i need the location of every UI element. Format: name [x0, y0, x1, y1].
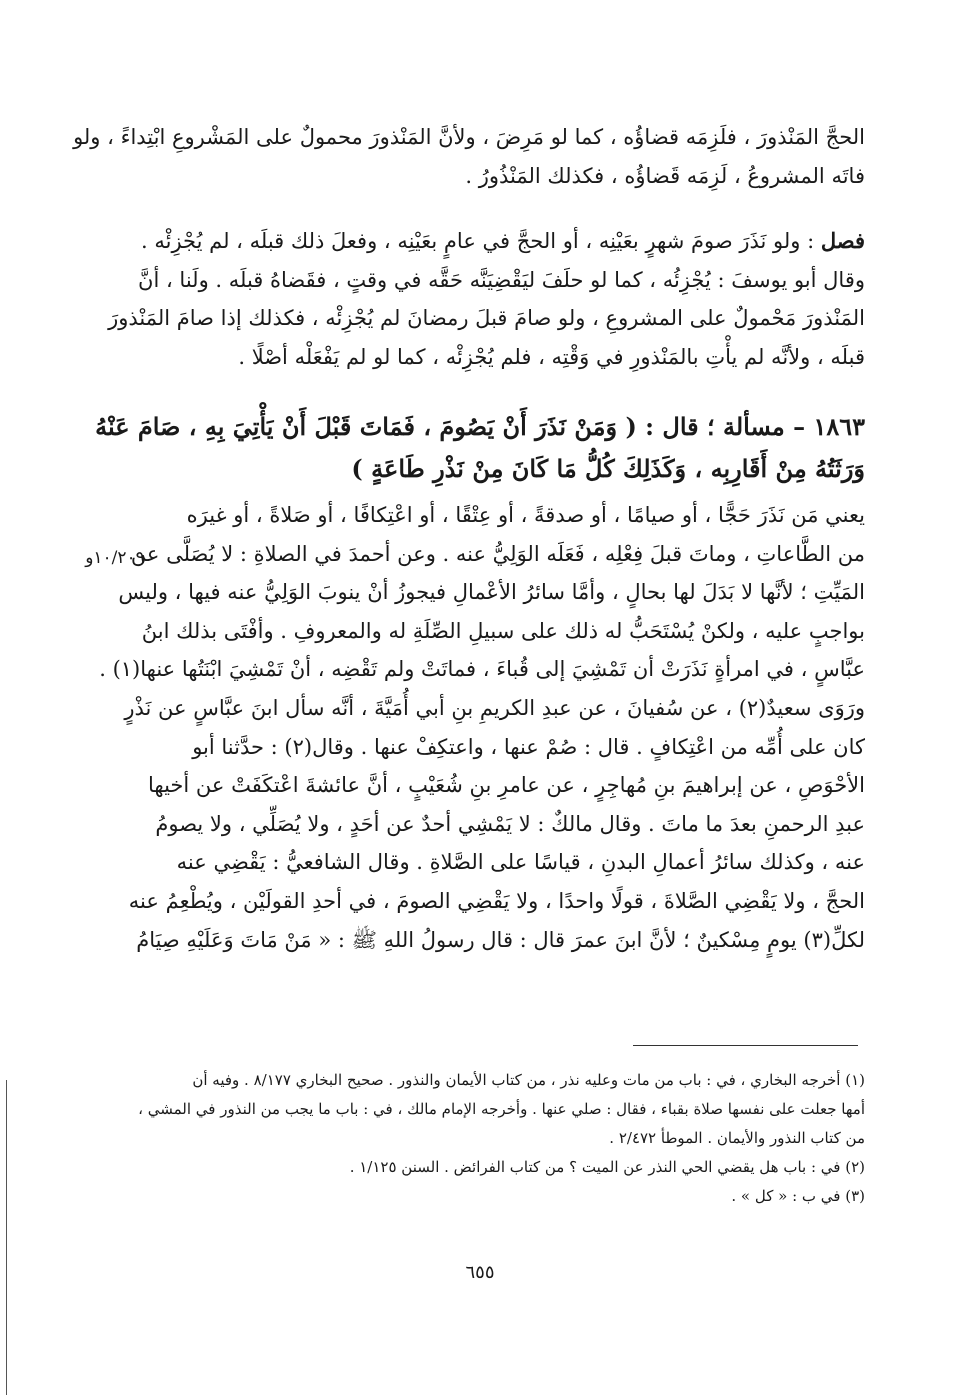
footnote-line: (١) أخرجه البخاري ، في : باب من مات وعليه نذر ، من كتاب الأيمان والنذور . صحيح البخاري ٨/١٧٧ . وفيه أن	[192, 1071, 865, 1089]
text-line: كان على أُمِّه من اعْتِكافٍ . قال : صُمْ عنها ، واعتكِفْ عنها . وقال(٢) : حدَّثنا أبو	[192, 734, 865, 759]
text-span: : ولو نَذَرَ صومَ شهرٍ بعَيْنِه ، أو الحجَّ في عامٍ بعَيْنِه ، وفعلَ ذلك قبلَه ، لم يُجْزِئْه .	[140, 229, 821, 253]
text-line: عنه ، وكذلك سائرُ أعمالِ البدنِ ، قياسًا على الصَّلاةِ . وقال الشافعيُّ : يَقْضِي عنه	[176, 850, 865, 875]
text-line: عبَّاسٍ ، في امرأةٍ نَذَرَتْ أن تَمْشِيَ إلى قُباءَ ، فماتَتْ ولم تَقْضِه ، أنْ تَمْشِيَ ابْنَتُها عنها(١) .	[99, 657, 865, 682]
heading-text: – مسألة ؛ قال : ( وَمَنْ نَذَرَ أَنْ يَصُومَ ، فَمَاتَ قَبْلَ أَنْ يَأْتِيَ بِهِ ، صَامَ عَنْهُ	[95, 412, 814, 441]
text-line: عبدِ الرحمنِ بعدَ ما ماتَ . وقال مالكٌ : لا يَمْشِي أحدٌ عن أحَدٍ ، ولا يُصَلِّي ، ولا يصومُ	[155, 811, 865, 836]
section-label-fasl: فصل	[820, 228, 865, 253]
text-line: قبلَه ، ولأنَّه لم يأْتِ بالمَنْذورِ في وَقْتِه ، فلم يُجْزِئْه ، كما لو لم يَفْعَلْه أصْلًا .	[238, 344, 865, 369]
text-line: ورَوَى سعيدٌ(٢) ، عن سُفيانَ ، عن عبدِ الكريمِ بنِ أبي أُمَيَّةَ ، أنَّه سأل ابنَ عبَّاسٍ عن نَذْرٍ	[124, 695, 865, 720]
text-line: فاتَه المشروعُ ، لَزِمَه قَضاؤُه ، فكذلك المَنْذُورُ .	[465, 163, 865, 188]
paragraph-continuation	[73, 118, 865, 195]
page-number: ٦٥٥	[465, 1262, 495, 1283]
text-line	[140, 222, 865, 261]
masala-number: ١٨٦٣	[813, 412, 865, 441]
text-line: الأحْوَصِ ، عن إبراهيمَ بنِ مُهاجِرٍ ، عن عامرِ بنِ شُعَيْبٍ ، أنَّ عائشةَ اعْتكَفَتْ عن أخيها	[147, 773, 865, 798]
scan-edge-line	[6, 1080, 7, 1395]
footnote-line: من كتاب النذور والأيمان . الموطأ ٢/٤٧٢ .	[609, 1129, 865, 1147]
text-line: بواجبٍ عليه ، ولكنْ يُسْتَحَبُّ له ذلك على سبيلِ الصِّلَةِ له والمعروفِ . وأفْتَى بذلك ابنُ	[141, 618, 865, 643]
text-line: الحجَّ المَنْذورَ ، فلَزِمَه قضاؤُه ، كما لو مَرِضَ ، ولأنَّ المَنْذورَ محمولٌ على المَشْروعِ ابْتِداءً ، ولو	[73, 125, 865, 149]
manuscript-folio-note: ١٠/٢٠٩و	[85, 548, 145, 568]
text-line: لكلِّ(٣) يومٍ مِسْكينٌ ؛ لأنَّ ابنَ عمرَ قال : قال رسولُ اللهِ ﷺ : « مَنْ مَاتَ وَعَلَيْهِ صِيَامُ	[136, 927, 865, 952]
masala-heading	[95, 406, 865, 490]
text-line: المَيِّتِ ؛ لأنَّها لا بَدَلَ لها بحالٍ ، وأمَّا سائرُ الأعْمالِ فيجوزُ أنْ ينوبَ الوَلِيُّ عنه فيها ، وليس	[118, 580, 865, 605]
footnote-divider	[633, 1045, 858, 1046]
heading-line: وَرَثَتُهُ مِنْ أَقَارِبِه ، وَكَذَلِكَ كُلُّ مَا كَانَ مِنْ نَذْرِ طَاعَةٍ )	[351, 454, 865, 483]
footnote-line: (٢) في : باب هل يقضي الحي النذر عن الميت ؟ من كتاب الفرائض . السنن ١/١٢٥ .	[349, 1158, 865, 1176]
text-line: المَنْذورَ مَحْمولٌ على المشروعِ ، ولو صامَ قبلَ رمضانَ لم يُجْزِئْه ، فكذلك إذا صامَ المَنْذورَ	[108, 306, 865, 331]
footnote-line: (٣) في ب : « كل » .	[731, 1187, 865, 1205]
footnotes	[138, 1066, 865, 1211]
text-line: من الطَّاعاتِ ، وماتَ قبلَ فِعْلِه ، فَعَلَه الوَلِيُّ عنه . وعن أحمدَ في الصلاةِ : لا يُصَلَّى عن	[130, 541, 865, 566]
footnote-line: أمها جعلت على نفسها صلاة بقباء ، فقال : صلي عنها . وأخرجه الإمام مالك ، في : باب ما يجب من النذور في المشي ،	[138, 1100, 865, 1118]
paragraph-fasl	[108, 222, 865, 376]
heading-line	[95, 406, 865, 448]
text-line: وقال أبو يوسفَ : يُجْزِئُه ، كما لو حلَفَ ليَقْضِيَنَّه حَقَّه في وقتٍ ، فقَضاهُ قبلَه . ولَنا ، أنَّ	[138, 267, 865, 292]
text-line: الحجَّ ، ولا يَقْضِي الصَّلاةَ ، قولًا واحدًا ، ولا يَقْضِي الصومَ ، في أحدِ القولَيْن ، ويُطْعِمُ عنه	[128, 888, 865, 913]
text-line: يعني مَن نَذَرَ حَجًّا ، أو صيامًا ، أو صدقةً ، أو عِتْقًا ، أو اعْتِكافًا ، أو صَلاةً ، أو غيرَه	[186, 503, 865, 527]
